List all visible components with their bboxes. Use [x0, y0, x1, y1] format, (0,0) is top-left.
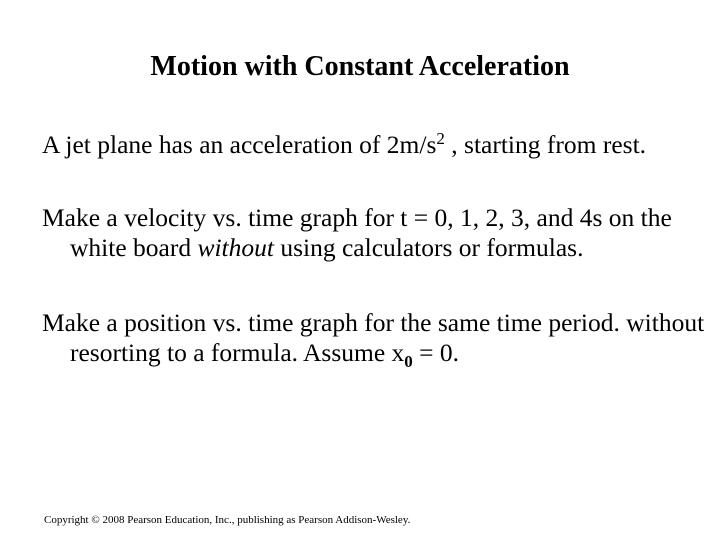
paragraph-velocity-graph [42, 203, 720, 263]
paragraph-text: = 0. [412, 338, 460, 367]
paragraph-text: using calculators or formulas. [273, 233, 584, 262]
paragraph-text: A jet plane has an acceleration of 2m/s [42, 130, 437, 159]
paragraph-text: Make a velocity vs. time graph for t = 0, 1, 2, 3, and 4s on the white board [42, 203, 672, 262]
slide-title: Motion with Constant Acceleration [150, 51, 570, 82]
paragraph-text: Make a position vs. time graph for the same time period. without resorting to a formula. Assume x [42, 308, 705, 367]
copyright-notice: Copyright © 2008 Pearson Education, Inc., publishing as Pearson Addison-Wesley. [44, 514, 411, 526]
emphasis-text: without [197, 233, 274, 262]
subscript: 0 [404, 352, 413, 371]
paragraph-position-graph [42, 308, 720, 371]
paragraph-text: , starting from rest. [444, 130, 647, 159]
paragraph-jet-plane [42, 130, 720, 160]
superscript: 2 [436, 129, 445, 148]
